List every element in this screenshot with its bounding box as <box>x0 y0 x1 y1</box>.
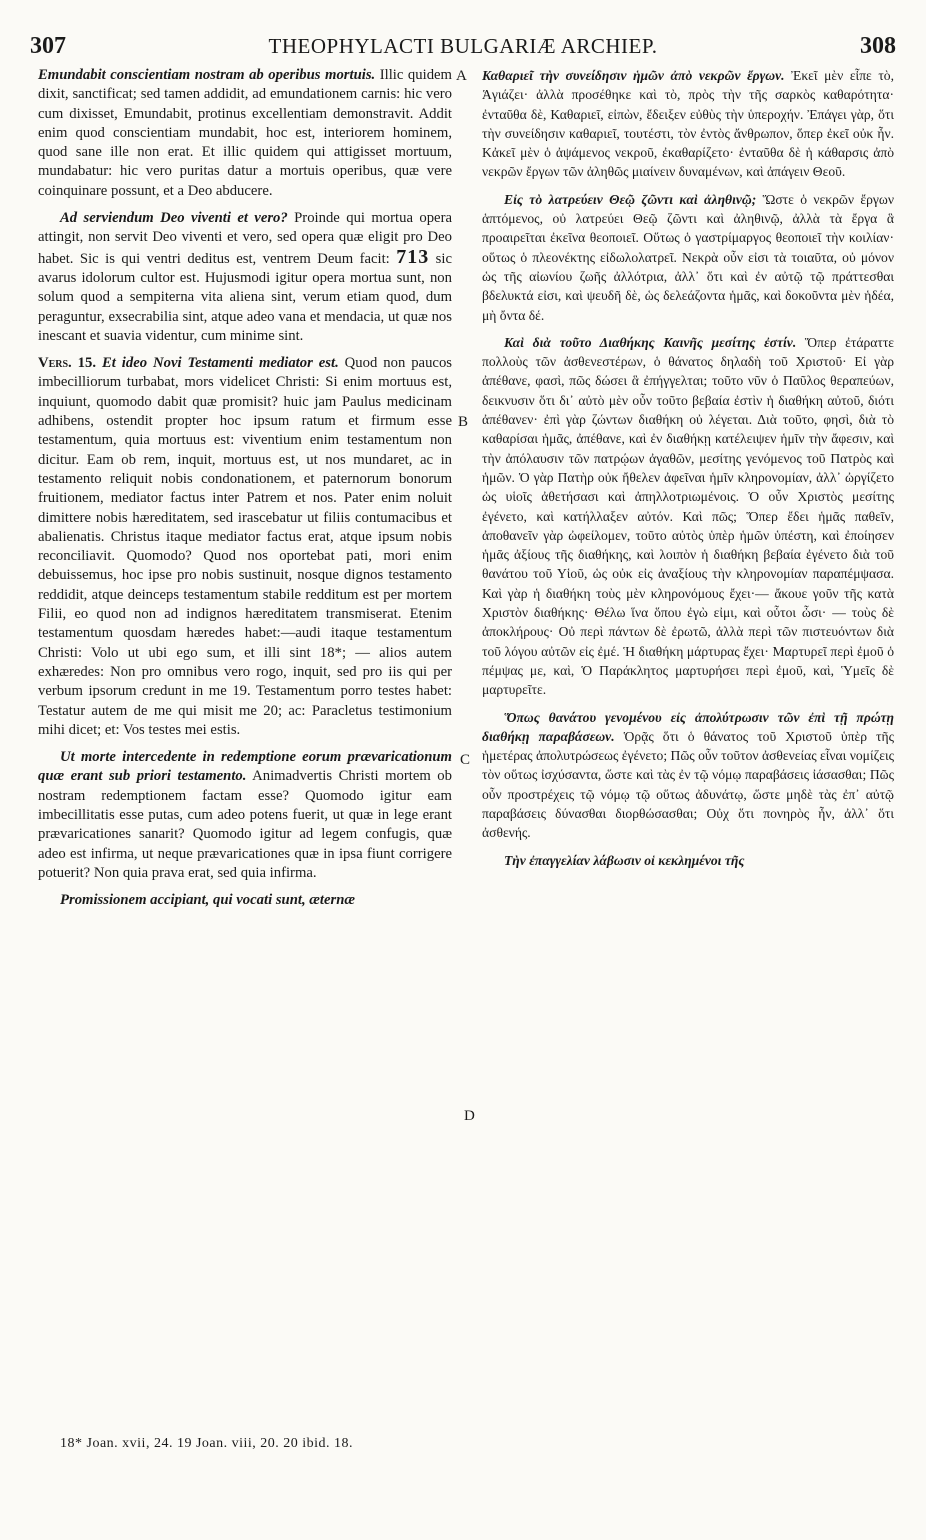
latin-paragraph-5 <box>38 891 452 910</box>
verse-label: Vers. 15. <box>38 355 97 372</box>
latin-lemma-1: Emundabit conscientiam nostram ab operibus mortuis. <box>38 67 376 83</box>
greek-paragraph-4 <box>482 708 894 843</box>
greek-column <box>482 66 894 878</box>
margin-marker-d: D <box>464 1108 475 1124</box>
greek-paragraph-1 <box>482 66 894 182</box>
latin-column <box>38 66 452 918</box>
greek-lemma-1: Καθαριεῖ τὴν συνείδησιν ἡμῶν ἀπὸ νεκρῶν ἔργων. <box>482 68 785 83</box>
right-page-number: 308 <box>860 32 896 59</box>
running-header <box>30 30 896 62</box>
latin-text-1: Illic quidem dixit, sanctificat; sed tamen addidit, ad emundationem carnis: hic vero cum dixisset, Emundabit, protinus excellentiam demonstravit. Addit enim quod conscientiam mundabit, hoc est, interiorem hominem, quod sane ille non erat. Et illic quidem qui attigisset mortuum, mundabatur: hic vero puritas datur a mortuis operibus, quæ vere coinquinare possunt, et a Deo abducere. <box>38 67 452 199</box>
greek-lemma-5: Τὴν ἐπαγγελίαν λάβωσιν οἱ κεκλημένοι τῆς <box>504 852 745 868</box>
latin-lemma-4: Ut morte intercedente in redemptione eorum prævaricationum quæ erant sub priori testamento. <box>38 749 452 785</box>
column-number: 713 <box>396 245 430 268</box>
latin-paragraph-2 <box>38 209 452 346</box>
greek-paragraph-2 <box>482 190 894 325</box>
greek-lemma-2: Εἰς τὸ λατρεύειν Θεῷ ζῶντι καὶ ἀληθινῷ; <box>504 191 757 207</box>
margin-marker-b: B <box>458 414 469 430</box>
greek-lemma-3: Καὶ διὰ τοῦτο Διαθήκης Καινῆς μεσίτης ἐστίν. <box>504 334 797 350</box>
greek-paragraph-3 <box>482 333 894 700</box>
latin-paragraph-4 <box>38 748 452 883</box>
greek-text-2: Ὥστε ὁ νεκρῶν ἔργων ἁπτόμενος, οὐ λατρεύει Θεῷ ζῶντι καὶ ἀληθινῷ, ἀλλὰ τὰ ἔργα ἃ προαιρεῖται ἐκεῖνα θεοποιεῖ. Οὕτως ὁ γαστρίμαργος θεοποιεῖ τὴν κοιλίαν· οὕτως ὁ πλεονέκτης εἰδωλολατρεῖ. Νεκρὰ οὖν εἰσι τὰ τοιαῦτα, οὐ μόνον ὡς τῆς αἰωνίου ζωῆς ἀλλότρια, ἀλλ᾿ ὅτι καὶ ἐν αὐτῷ τῷ πράττεσθαι βδελυκτά εἰσι, καὶ ψευδῆ δὲ, ὡς δελεάζοντα ἡμᾶς, καὶ δοκοῦντα μὲν ἡδέα, μὴ ὄντα δέ. <box>482 191 894 323</box>
latin-paragraph-1 <box>38 66 452 201</box>
margin-marker-c: C <box>460 752 471 768</box>
running-title: THEOPHYLACTI BULGARIÆ ARCHIEP. <box>268 33 658 58</box>
greek-paragraph-5 <box>482 851 894 870</box>
latin-paragraph-3 <box>38 354 452 740</box>
greek-text-4: Ὁρᾷς ὅτι ὁ θάνατος τοῦ Χριστοῦ ὑπὲρ τῆς ἡμετέρας ἀπολυτρώσεως ἐγένετο; Πῶς οὖν τοῦτον ἀσθενείας εἶναι νομίζεις τὸν οὕτως ἰσχύσαντα, ὥστε καὶ τὰς ἐν τῷ νόμῳ παραβάσεις ἰάσασθαι; Πῶς οὖν προστρέχεις τῷ νόμῳ τῷ οὕτως ἀδυνάτῳ, ὥστε μηδὲ τὰς ἐπ᾿ αὐτῷ παραβάσεις δύνασθαι διορθώσασθαι; Οὐχ ὅτι πονηρὸς ἦν, ἀλλ᾿ ὅτι ἀσθενής. <box>482 728 894 841</box>
greek-lemma-4: Ὅπως θανάτου γενομένου εἰς ἀπολύτρωσιν τῶν ἐπὶ τῇ πρώτῃ διαθήκῃ παραβάσεων. <box>482 709 894 744</box>
footnotes: 18* Joan. xvii, 24. 19 Joan. viii, 20. 20 ibid. 18. <box>60 1436 354 1451</box>
latin-lemma-5: Promissionem accipiant, qui vocati sunt, æternæ <box>60 892 355 909</box>
greek-text-1: Ἐκεῖ μὲν εἶπε τὸ, Ἁγιάζει· ἀλλὰ προσέθηκε καὶ τὸ, πρὸς τὴν τῆς σαρκὸς καθαρότητα· ἐνταῦθα δὲ, Καθαριεῖ, εἰπὼν, ἔδειξεν εὐθὺς τὴν ὑπεροχήν. Ἐπάγει γὰρ, ὅτι τὴν συνείδησιν καθαριεῖ, τουτέστι, τὸν ἐντὸς ἄνθρωπον, ὅπερ ἐκεῖ οὐκ ἦν. Κἀκεῖ μὲν ὁ ἀψάμενος νεκροῦ, ἐκαθαρίζετο· ἐνταῦθα δὲ ἡ κάθαρσις ἀπὸ νεκρῶν ἔργων τῶν ἀληθῶς μιαίνειν δυναμένων, καὶ ἀπάγειν Θεοῦ. <box>482 68 894 180</box>
greek-text-3: Ὅπερ ἐτάραττε πολλοὺς τῶν ἀσθενεστέρων, ὁ θάνατος δηλαδὴ τοῦ Χριστοῦ· Εἰ γὰρ ἀπέθανε, φασὶ, πῶς δώσει ἃ ἐπήγγελται; τοῦτο νῦν ὁ Παῦλος θεραπεύων, δεικνυσιν ὅτι δι᾿ αὐτὸ μὲν οὖν τοῦτο βεβαία ἐστὶν ἡ διαθήκη αὐτοῦ, διότι ἀπέθανεν· ἐπὶ γὰρ ζώντων διαθήκη οὐ λέγεται. Διὰ τοῦτο, φησὶ, διὰ τὸ καθαρίσαι ἡμᾶς, ἀπέθανε, καὶ ἐν διαθήκῃ κατέλειψεν ἡμῖν τὴν ἄφεσιν, καὶ τὴν ἀπόλαυσιν τῶν πατρῴων ἀγαθῶν, μεσίτης γενόμενος τοῦ Πατρὸς καὶ ἡμῶν. Ὁ γὰρ Πατὴρ οὐκ ἤθελεν ἀφεῖναι ἡμῖν κληρονομίαν, ἀλλ᾿ ὠργίζετο ὡς υἱοῖς ἀθετήσασι καὶ ἀπηλλοτριωμένοις. Ὁ οὖν Χριστὸς μεσίτης ἐγένετο, καὶ κατήλλαξεν αὐτόν. Καὶ πῶς; Ὅπερ ἔδει ἡμᾶς παθεῖν, ἀποθανεῖν γὰρ ὠφείλομεν, τοῦτο αὐτὸς ὑπὲρ ἡμῶν ὑπέστη, καὶ ἐποίησεν ἡμᾶς ἀξίους τῆς διαθήκης, καὶ λοιπὸν ἡ διαθήκη βεβαία ἐγένετο διὰ τοῦ θανάτου τοῦ Υἱοῦ, ὡς οὐκ εἰς ἀναξίους τὴν κληρονομίαν παραπέμψασα. Καὶ γὰρ ἡ διαθήκη τοὺς μὲν κληρονόμους ἔχει·— ἄκουε γοῦν τῆς κατὰ Χριστὸν διαθήκης· Θέλω ἵνα ὅπου ἐγὼ εἰμι, καὶ οὗτοι ὦσι· — τοὺς δὲ ἀποκλήρους· Οὐ περὶ πάντων δὲ ἐρωτῶ, ἀλλὰ περὶ τῶν πιστευόντων διὰ τοῦ λόγου αὐτῶν εἰς ἐμέ. Ἡ διαθήκη μάρτυρας ἔχει· Μαρτυρεῖ περὶ ἐμοῦ ὁ πέμψας με, καὶ, Ὁ Παράκλητος μαρτυρήσει περὶ ἐμοῦ, καὶ, Ὑμεῖς δὲ μαρτυρεῖτε. <box>482 334 894 698</box>
latin-text-2b: sic avarus idolorum cultor est. Hujusmodi igitur opera mortua sunt, non solum quod a sempiterna vita aliena sint, verum etiam quod, dum peraguntur, exsecrabilia sint, atque adeo vana et mendacia, ut quæ nos inescant et suavia videntur, cum minime sint. <box>38 250 452 344</box>
latin-lemma-2: Ad serviendum Deo viventi et vero? <box>60 210 288 227</box>
latin-text-2a: Proinde qui mortua opera attingit, non servit Deo viventi et vero, sed opera quæ eligit pro Deo habet. Sic is qui ventri deditus est, ventrem Deum facit: <box>38 210 452 267</box>
latin-lemma-3: Et ideo Novi Testamenti mediator est. <box>96 355 339 372</box>
latin-text-3: Quod non paucos imbecilliorum turbabat, mors videlicet Christi: Si enim mortuus est, inquiunt, quomodo dabit quæ promisit? huic jam Paulus medicinam adhibens, ostendit propter hoc ipsum ratum et firmum esse testamentum, quia mortuus est: viventium enim testamentum non dicitur. Eam ob rem, inquit, mortuus est, ut nos mundaret, ac in testamento reliquit nobis condonationem, et paternorum bonorum fruitionem, mediator factus inter Patrem et nos. Pater enim noluit dimittere nobis hæreditatem, sed irascebatur ut filiis contumacibus et abalienatis. Christus itaque mediator factus erat, atque ipsum nobis reconciliavit. Quomodo? Quod nos oportebat pati, mori enim debuissemus, hoc ipse pro nobis sustinuit, nosque dignos testamento reddidit, atque deinceps testamentum stabile redditum est per mortem Filii, eo quod non ad indignos hæreditatem transmiserat. Etenim testamentum quosdam hæredes habet:—audi itaque testamentum Christi: Volo ut ubi ego sum, et illi sint 18*; — alios autem exhæredes: Non pro omnibus vero rogo, inquit, sed pro iis qui per verbum ipsorum credunt in me 19. Testamentum porro testes habet: Testatur autem de me qui misit me 20; ac: Paracletus testimonium mihi dicet; et: Vos testes mei estis. <box>38 355 453 738</box>
left-page-number: 307 <box>30 32 66 59</box>
margin-marker-a: A <box>456 68 467 84</box>
latin-text-4: Animadvertis Christi mortem ob nostram redemptionem factam esse? Quomodo igitur eam imbecillitatis esse putas, cum adeo potens fuerit, ut quæ in lege erant prævaricationes sanarit? Quomodo igitur ad legem confugis, quæ adeo est infirma, ut neque prævaricationes quæ in ipsa fiunt corrigere potuerit? Non quia prava erat, sed quia infirma. <box>38 768 452 881</box>
